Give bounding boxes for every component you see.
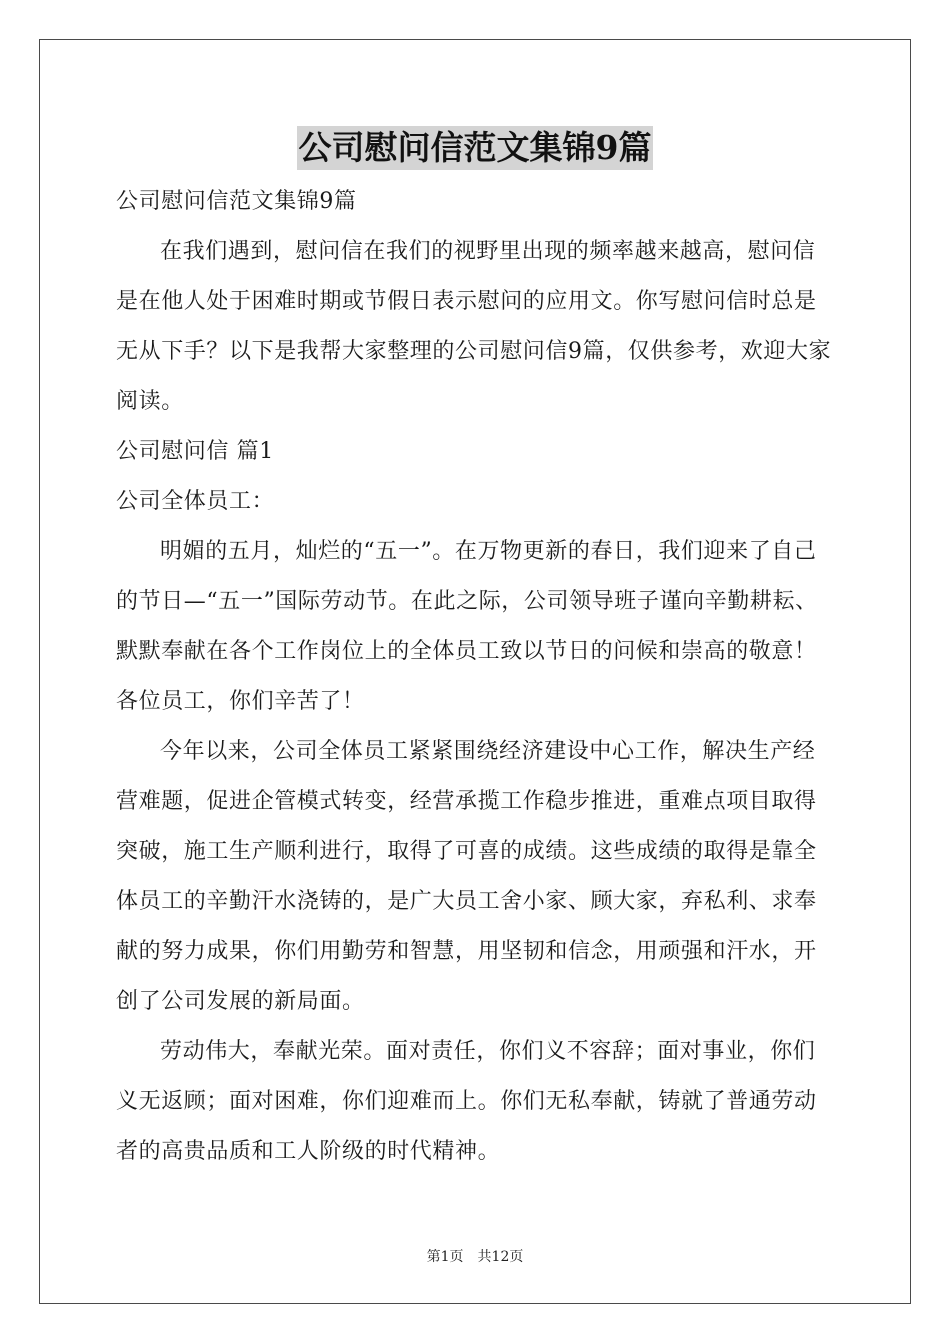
page-footer	[0, 1246, 950, 1266]
paragraph: 公司慰问信范文集锦9篇	[116, 189, 357, 214]
title-container	[0, 126, 950, 170]
page-number: 第1页	[426, 1249, 464, 1265]
section-heading: 公司慰问信 篇1	[116, 439, 274, 464]
salutation: 公司全体员工：	[116, 489, 275, 514]
document-title: 公司慰问信范文集锦9篇	[297, 126, 654, 170]
paragraph: 劳动伟大，奉献光荣。面对责任，你们义不容辞；面对事业，你们义无返顾；面对困难，你们迎难而上。你们无私奉献，铸就了普通劳动者的高贵品质和工人阶级的时代精神。	[116, 1039, 817, 1164]
paragraph: 今年以来，公司全体员工紧紧围绕经济建设中心工作，解决生产经营难题，促进企管模式转变，经营承揽工作稳步推进，重难点项目取得突破，施工生产顺利进行，取得了可喜的成绩。这些成绩的取得是靠全体员工的辛勤汗水浇铸的，是广大员工舍小家、顾大家，弃私利、求奉献的努力成果，你们用勤劳和智慧，用坚韧和信念，用顽强和汗水，开创了公司发展的新局面。	[116, 739, 817, 1014]
document-body	[116, 177, 836, 1177]
paragraph: 在我们遇到，慰问信在我们的视野里出现的频率越来越高，慰问信是在他人处于困难时期或节假日表示慰问的应用文。你写慰问信时总是无从下手？以下是我帮大家整理的公司慰问信9篇，仅供参考，欢迎大家阅读。	[116, 239, 832, 414]
paragraph: 明媚的五月，灿烂的“五一”。在万物更新的春日，我们迎来了自己的节日—“五一”国际劳动节。在此之际，公司领导班子谨向辛勤耕耘、默默奉献在各个工作岗位上的全体员工致以节日的问候和崇高的敬意！各位员工，你们辛苦了！	[116, 539, 818, 714]
page-total: 共12页	[477, 1249, 524, 1265]
